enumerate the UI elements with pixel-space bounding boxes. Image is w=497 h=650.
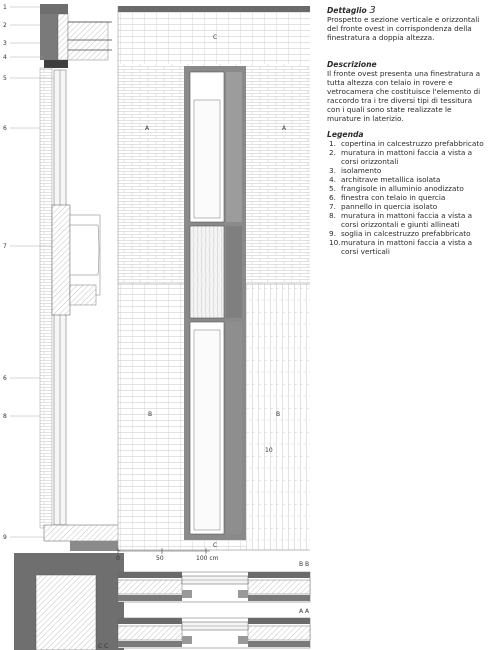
zone-label-c-top: C xyxy=(213,34,218,41)
legend-item-text: soglia in calcestruzzo prefabbricato xyxy=(341,229,471,238)
legend-item-number: 9. xyxy=(329,229,336,238)
legend-item-number: 6. xyxy=(329,193,336,202)
legend-block xyxy=(327,130,487,256)
legend-item xyxy=(327,139,487,148)
description-text: Il fronte ovest presenta una finestratura a tutta altezza con telaio in rovere e vetrocamera che costituisce l'elemento di raccordo tra i tre diversi tipi di tessitura con i quali sono state realizzate le murature in laterizio. xyxy=(327,69,481,123)
zone-label-a-left: A xyxy=(145,125,150,132)
legend-item-number: 5. xyxy=(329,184,336,193)
scale-label-100: 100 cm xyxy=(196,555,219,562)
legend-item-text: muratura in mattoni faccia a vista a corsi verticali xyxy=(341,238,473,256)
detail-title-prefix: Dettaglio xyxy=(327,6,367,15)
tall-window xyxy=(184,66,246,540)
legend-heading: Legenda xyxy=(327,130,364,139)
legend-item xyxy=(327,211,487,229)
section-number-4: 4 xyxy=(3,54,7,61)
legend-item-text: pannello in quercia isolato xyxy=(341,202,438,211)
legend-item-number: 2. xyxy=(329,148,336,157)
description-heading: Descrizione xyxy=(327,60,377,69)
horizontal-section-aa xyxy=(118,618,310,648)
zone-label-c-bottom: C xyxy=(213,542,218,549)
legend-item-text: muratura in mattoni faccia a vista a corsi orizzontali e giunti allineati xyxy=(341,211,473,229)
elevation xyxy=(116,6,310,562)
legend-item-number: 8. xyxy=(329,211,336,220)
scale-label-0: 0 xyxy=(116,555,120,562)
description-block xyxy=(327,60,487,123)
section-number-6: 6 xyxy=(3,125,7,132)
legend-item-text: muratura in mattoni faccia a vista a corsi orizzontali xyxy=(341,148,473,166)
section-number-2: 2 xyxy=(3,22,7,29)
section-number-3: 3 xyxy=(3,40,7,47)
legend-item-text: isolamento xyxy=(341,166,382,175)
legend-item-text: finestra con telaio in quercia xyxy=(341,193,446,202)
legend-item xyxy=(327,202,487,211)
legend-item xyxy=(327,166,487,175)
legend-item-number: 1. xyxy=(329,139,336,148)
section-number-5: 5 xyxy=(3,75,7,82)
legend-item-number: 10. xyxy=(329,238,341,247)
legend-item-number: 3. xyxy=(329,166,336,175)
legend-item xyxy=(327,184,487,193)
legend-item-text: frangisole in alluminio anodizzato xyxy=(341,184,464,193)
legend-item xyxy=(327,238,487,256)
section-number-9: 9 xyxy=(3,534,7,541)
zone-label-b-left: B xyxy=(148,411,153,418)
detail-title-block xyxy=(327,6,487,42)
legend-list xyxy=(327,139,487,256)
section-number-1: 1 xyxy=(3,4,7,11)
section-mark-bb: B B xyxy=(299,561,310,568)
section-number-6b: 6 xyxy=(3,375,7,382)
horizontal-section-bb xyxy=(118,572,310,602)
detail-title xyxy=(327,6,487,15)
section-number-8: 8 xyxy=(3,413,7,420)
detail-subtitle: Prospetto e sezione verticale e orizzontali del fronte ovest in corrispondenza della finestratura a doppia altezza. xyxy=(327,15,480,42)
vertical-section xyxy=(10,4,124,650)
legend-item-number: 4. xyxy=(329,175,336,184)
zone-label-b-right: B xyxy=(276,411,281,418)
legend-item xyxy=(327,148,487,166)
legend-item xyxy=(327,193,487,202)
section-number-7: 7 xyxy=(3,243,7,250)
section-number-labels xyxy=(3,4,7,541)
zone-label-a-right: A xyxy=(282,125,287,132)
scale-label-50: 50 xyxy=(156,555,164,562)
legend-item xyxy=(327,229,487,238)
detail-title-number: 3 xyxy=(369,5,376,16)
legend-item xyxy=(327,175,487,184)
callout-10: 10 xyxy=(265,447,273,454)
legend-item-text: copertina in calcestruzzo prefabbricato xyxy=(341,139,484,148)
legend-item-text: architrave metallica isolata xyxy=(341,175,441,184)
legend-item-number: 7. xyxy=(329,202,336,211)
section-mark-cc: C C xyxy=(98,643,109,650)
section-mark-aa: A A xyxy=(299,608,310,615)
